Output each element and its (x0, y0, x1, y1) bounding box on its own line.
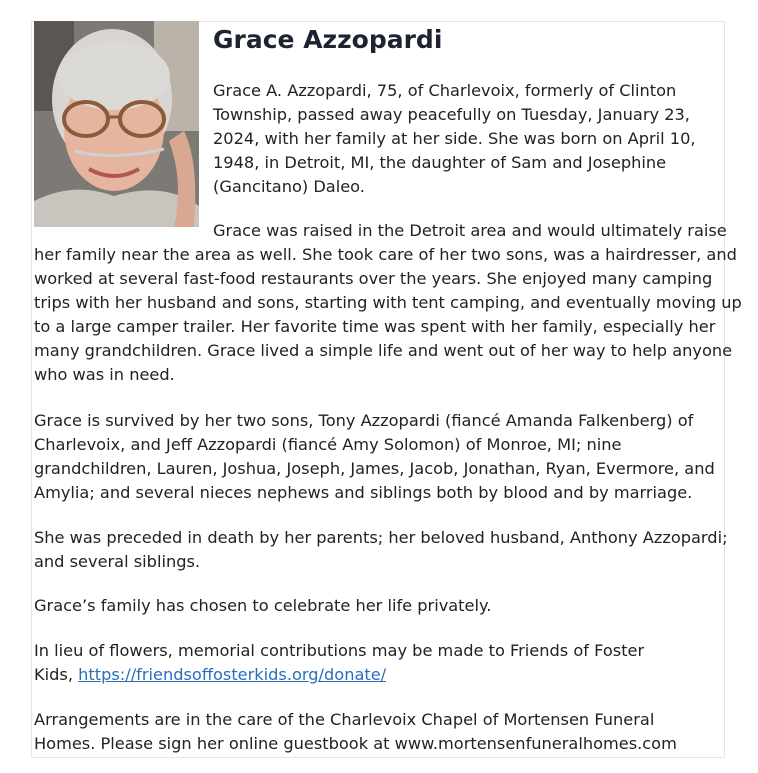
text-line: Grace A. Azzopardi, 75, of Charlevoix, formerly of Clinton (213, 81, 677, 100)
text-line: who was in need. (34, 365, 175, 384)
text-line: Township, passed away peacefully on Tuesday, January 23, (213, 105, 690, 124)
paragraph-arrangements (34, 708, 677, 756)
paragraph-survivors (34, 409, 715, 505)
text-line (34, 663, 644, 687)
text-line: Grace’s family has chosen to celebrate her life privately. (34, 596, 492, 615)
paragraph-memorial (34, 639, 644, 687)
paragraph-life (34, 219, 742, 387)
text-line: worked at several fast-food restaurants over the years. She enjoyed many camping (34, 269, 713, 288)
text-line: Grace was raised in the Detroit area and would ultimately raise (213, 221, 727, 240)
text-line: Arrangements are in the care of the Charlevoix Chapel of Mortensen Funeral (34, 710, 655, 729)
text-line: Grace is survived by her two sons, Tony Azzopardi (fiancé Amanda Falkenberg) of (34, 411, 694, 430)
text-line: 1948, in Detroit, MI, the daughter of Sam and Josephine (213, 153, 667, 172)
portrait-image (34, 21, 199, 227)
obituary-name: Grace Azzopardi (213, 25, 443, 54)
text-line: Homes. Please sign her online guestbook at www.mortensenfuneralhomes.com (34, 734, 677, 753)
text-line: 2024, with her family at her side. She was born on April 10, (213, 129, 696, 148)
text-line: She was preceded in death by her parents; her beloved husband, Anthony Azzopardi; (34, 528, 728, 547)
text-line: and several siblings. (34, 552, 201, 571)
donate-link[interactable]: https://friendsoffosterkids.org/donate/ (78, 665, 387, 684)
text-line: In lieu of flowers, memorial contributions may be made to Friends of Foster (34, 641, 645, 660)
text-line: Amylia; and several nieces nephews and siblings both by blood and by marriage. (34, 483, 693, 502)
text-fragment: Kids, (34, 665, 79, 684)
paragraph-celebration (34, 594, 491, 618)
paragraph-intro (213, 79, 696, 199)
text-line: her family near the area as well. She took care of her two sons, was a hairdresser, and (34, 245, 737, 264)
text-line: to a large camper trailer. Her favorite time was spent with her family, especially her (34, 317, 716, 336)
text-line: (Gancitano) Daleo. (213, 177, 365, 196)
text-line: trips with her husband and sons, starting with tent camping, and eventually moving up (34, 293, 742, 312)
paragraph-preceded (34, 526, 728, 574)
text-line: many grandchildren. Grace lived a simple life and went out of her way to help anyone (34, 341, 733, 360)
portrait-photo (34, 21, 199, 227)
text-line: Charlevoix, and Jeff Azzopardi (fiancé Amy Solomon) of Monroe, MI; nine (34, 435, 622, 454)
text-line: grandchildren, Lauren, Joshua, Joseph, James, Jacob, Jonathan, Ryan, Evermore, and (34, 459, 715, 478)
